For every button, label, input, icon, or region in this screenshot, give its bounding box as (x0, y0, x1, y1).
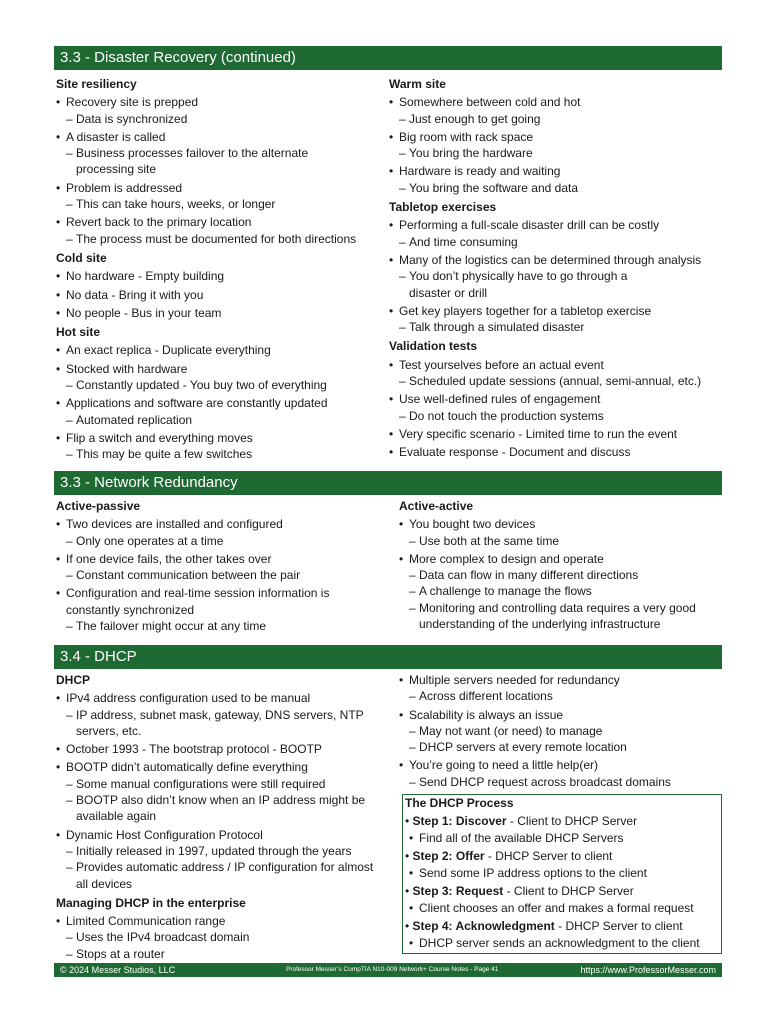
sub-bullet: – You bring the hardware (389, 145, 723, 161)
step-4-label: Step 4: Acknowledgment (412, 918, 555, 933)
step-1-text: - Client to DHCP Server (506, 813, 638, 828)
sub-bullet: – You bring the software and data (389, 180, 723, 196)
bullet: • Very specific scenario - Limited time to run the event (389, 426, 723, 442)
step-2-text: - DHCP Server to client (484, 848, 613, 863)
process-step-3: • Step 3: Request - Client to DHCP Server (405, 883, 634, 898)
step-4-text: - DHCP Server to client (554, 918, 683, 933)
bullet: • Revert back to the primary location (56, 214, 386, 230)
bullet: • No hardware - Empty building (56, 268, 386, 284)
bullet: • Limited Communication range (56, 913, 386, 929)
bullet: • Evaluate response - Document and discuss (389, 444, 723, 460)
footer-url[interactable]: https://www.ProfessorMesser.com (580, 965, 716, 975)
active-active-column (399, 498, 723, 632)
sub-bullet: – You don’t physically have to go through a disaster or drill (389, 268, 649, 301)
bullet: • Use well-defined rules of engagement (389, 391, 723, 407)
bullet: • An exact replica - Duplicate everything (56, 342, 386, 358)
sub-bullet: – Stops at a router (56, 946, 386, 962)
sub-bullet: – Talk through a simulated disaster (389, 319, 723, 335)
dhcp-process-box (402, 794, 722, 954)
sub-bullet: – Uses the IPv4 broadcast domain (56, 929, 386, 945)
process-step-2: • Step 2: Offer - DHCP Server to client (405, 848, 613, 863)
bullet: • Hardware is ready and waiting (389, 163, 723, 179)
bullet: • Get key players together for a tabletop exercise (389, 303, 723, 319)
active-passive-column (56, 498, 386, 634)
sub-bullet: – IP address, subnet mask, gateway, DNS servers, NTP servers, etc. (56, 707, 376, 740)
sub-bullet: – Business processes failover to the alternate processing site (56, 145, 336, 178)
sub-bullet: – Send DHCP request across broadcast domains (399, 774, 723, 790)
dhcp-left-column (56, 672, 386, 962)
step-2-label: Step 2: Offer (412, 848, 485, 863)
section-header-disaster-recovery: 3.3 - Disaster Recovery (continued) (54, 46, 722, 70)
bullet: • Recovery site is prepped (56, 94, 386, 110)
sub-bullet: – Only one operates at a time (56, 533, 386, 549)
section-header-network-redundancy: 3.3 - Network Redundancy (54, 471, 722, 495)
step-1-detail: • Find all of the available DHCP Servers (409, 830, 719, 848)
process-step-4: • Step 4: Acknowledgment - DHCP Server to client (405, 918, 683, 933)
sub-bullet: – Constant communication between the pair (56, 567, 386, 583)
footer-course-notes: Professor Messer’s CompTIA N10-009 Network+ Course Notes - Page 41 (286, 966, 499, 973)
disaster-left-column (56, 76, 386, 463)
step-1-label: Step 1: Discover (412, 813, 507, 828)
sub-bullet: – Data can flow in many different directions (399, 567, 723, 583)
bullet: • October 1993 - The bootstrap protocol - BOOTP (56, 741, 386, 757)
disaster-right-column (389, 76, 723, 461)
bullet: • A disaster is called (56, 129, 386, 145)
step-4-detail: • DHCP server sends an acknowledgment to the client (409, 935, 719, 953)
active-active-heading: Active-active (399, 499, 474, 513)
sub-bullet: – And time consuming (389, 234, 723, 250)
bullet: • You’re going to need a little help(er) (399, 757, 723, 773)
active-passive-heading: Active-passive (56, 499, 141, 513)
managing-dhcp-heading: Managing DHCP in the enterprise (56, 895, 246, 910)
bullet: • No people - Bus in your team (56, 305, 386, 321)
sub-bullet: – Automated replication (56, 412, 386, 428)
sub-bullet: – DHCP servers at every remote location (399, 739, 723, 755)
site-resiliency-heading: Site resiliency (56, 77, 137, 91)
validation-heading: Validation tests (389, 339, 478, 354)
step-3-text: - Client to DHCP Server (503, 883, 634, 898)
sub-bullet: – Scheduled update sessions (annual, semi-annual, etc.) (389, 373, 723, 389)
sub-bullet: – Constantly updated - You buy two of everything (56, 377, 386, 393)
sub-bullet: – Initially released in 1997, updated through the years (56, 843, 386, 859)
dhcp-process-title: The DHCP Process (405, 796, 514, 810)
bullet: • Flip a switch and everything moves (56, 430, 386, 446)
tabletop-heading: Tabletop exercises (389, 200, 497, 215)
bullet: • No data - Bring it with you (56, 287, 386, 303)
bullet: • Dynamic Host Configuration Protocol (56, 827, 386, 843)
bullet: • Problem is addressed (56, 180, 386, 196)
sub-bullet: – The process must be documented for both directions (56, 231, 386, 247)
bullet: • Big room with rack space (389, 129, 723, 145)
sub-bullet: – Across different locations (399, 688, 723, 704)
sub-bullet: – Just enough to get going (389, 111, 723, 127)
sub-bullet: – A challenge to manage the flows (399, 583, 723, 599)
step-3-detail: • Client chooses an offer and makes a formal request (409, 900, 719, 918)
step-3-label: Step 3: Request (412, 883, 504, 898)
sub-bullet: – May not want (or need) to manage (399, 723, 723, 739)
sub-bullet: – Some manual configurations were still required (56, 776, 386, 792)
bullet: • Many of the logistics can be determined through analysis (389, 252, 723, 268)
sub-bullet: – Do not touch the production systems (389, 408, 723, 424)
sub-bullet: – The failover might occur at any time (56, 618, 386, 634)
warm-site-heading: Warm site (389, 77, 446, 91)
process-step-1: • Step 1: Discover - Client to DHCP Server (405, 813, 638, 828)
sub-bullet: – Provides automatic address / IP configuration for almost all devices (56, 859, 376, 892)
bullet: • If one device fails, the other takes over (56, 551, 386, 567)
bullet: • Two devices are installed and configured (56, 516, 386, 532)
dhcp-heading: DHCP (56, 673, 91, 687)
sub-bullet: – BOOTP also didn’t know when an IP address might be available again (56, 792, 376, 825)
sub-bullet: – Monitoring and controlling data requires a very good understanding of the underlying infrastructure (399, 600, 723, 633)
bullet: • Somewhere between cold and hot (389, 94, 723, 110)
bullet: • IPv4 address configuration used to be manual (56, 690, 386, 706)
sub-bullet: – This may be quite a few switches (56, 446, 386, 462)
step-2-detail: • Send some IP address options to the client (409, 865, 719, 883)
bullet: • BOOTP didn’t automatically define everything (56, 759, 386, 775)
sub-bullet: – Use both at the same time (399, 533, 723, 549)
hot-site-heading: Hot site (56, 325, 101, 340)
sub-bullet: – This can take hours, weeks, or longer (56, 196, 386, 212)
cold-site-heading: Cold site (56, 250, 107, 265)
bullet: • Configuration and real-time session information is constantly synchronized (56, 585, 356, 618)
page-footer (54, 963, 722, 977)
sub-bullet: – Data is synchronized (56, 111, 386, 127)
bullet: • You bought two devices (399, 516, 723, 532)
bullet: • Applications and software are constantly updated (56, 395, 386, 411)
dhcp-right-column (399, 672, 723, 790)
bullet: • Performing a full-scale disaster drill can be costly (389, 217, 723, 233)
bullet: • More complex to design and operate (399, 551, 723, 567)
footer-copyright: © 2024 Messer Studios, LLC (60, 965, 176, 975)
bullet: • Stocked with hardware (56, 361, 386, 377)
section-header-dhcp: 3.4 - DHCP (54, 645, 722, 669)
bullet: • Scalability is always an issue (399, 707, 723, 723)
bullet: • Test yourselves before an actual event (389, 357, 723, 373)
bullet: • Multiple servers needed for redundancy (399, 672, 723, 688)
